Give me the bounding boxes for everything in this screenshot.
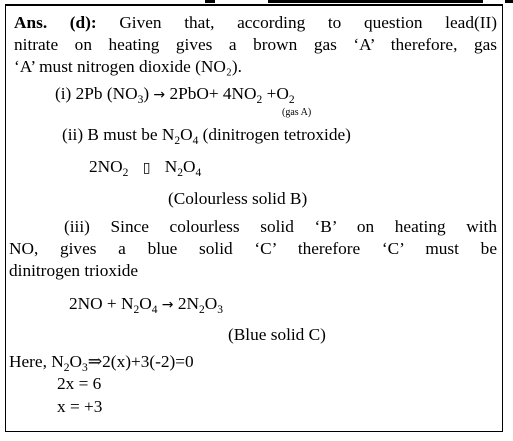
here-text: Here, N <box>9 352 64 371</box>
here-sub: 3 <box>81 362 88 374</box>
line-ii-text: (dinitrogen tetroxide) <box>198 125 351 144</box>
line-ii-sub: 4 <box>192 135 199 147</box>
reaction-1-sub: 2 <box>256 94 263 106</box>
reaction-2-right: N <box>164 157 178 176</box>
answer-label: Ans. (d): <box>14 13 97 32</box>
reaction-1-oxygen: +O <box>262 84 289 103</box>
blue-label: (Blue solid C) <box>228 325 326 344</box>
line-ii-sub: 2 <box>174 135 181 147</box>
line-ii-text: (ii) B must be N <box>62 125 175 144</box>
line-ii-text: O <box>180 125 193 144</box>
reaction-3-sub: 4 <box>151 304 158 316</box>
reaction-3-product: O <box>204 294 218 313</box>
reaction-2-sub: 2 <box>122 167 129 179</box>
line-iii-3: dinitrogen trioxide <box>9 261 139 280</box>
here-line <box>9 351 505 372</box>
reaction-1-sub: 3 <box>137 94 144 106</box>
line-iii-2: NO, gives a blue solid ‘C’ therefore ‘C’ must be <box>9 239 497 258</box>
reaction-2-sub: 4 <box>195 167 202 179</box>
reaction-3-reactant: O <box>139 294 152 313</box>
answer-box <box>5 4 503 432</box>
reaction-1-products: 2PbO+ 4NO <box>169 84 257 103</box>
reaction-3-sub: 2 <box>133 304 140 316</box>
equilibrium-icon: ▯ <box>142 160 151 176</box>
reaction-1-reactant: (i) 2Pb (NO <box>55 84 138 103</box>
top-border-fragment <box>0 0 513 3</box>
answer-line-3: ‘A’ must nitrogen dioxide (NO₂). <box>14 57 242 76</box>
line-iii-1: (iii) Since colourless solid ‘B’ on heating with <box>64 217 497 236</box>
reaction-1 <box>55 83 513 106</box>
reaction-3 <box>69 293 513 316</box>
reaction-3-sub: 2 <box>198 304 205 316</box>
reaction-1-sub: 2 <box>288 94 295 106</box>
line-ii <box>62 124 513 145</box>
answer-intro: Given that, according to question lead(II) <box>119 13 497 32</box>
reaction-3-product: 2N <box>177 294 199 313</box>
step-2: x = +3 <box>57 397 103 416</box>
reaction-3-reactant: 2NO + N <box>69 294 134 313</box>
reaction-arrow-icon: → <box>153 87 166 103</box>
colourless-label: (Colourless solid B) <box>168 189 308 208</box>
gas-a-label: (gas A) <box>282 107 312 118</box>
reaction-1-paren: ) <box>143 84 150 103</box>
reaction-2-sub: 2 <box>177 167 183 179</box>
here-equation: ⇒2(x)+3(-2)=0 <box>87 352 194 371</box>
reaction-2-left: 2NO <box>89 157 123 176</box>
reaction-2 <box>89 156 513 179</box>
answer-line-1 <box>6 12 502 33</box>
reaction-3-sub: 3 <box>217 304 223 316</box>
answer-line-2: nitrate on heating gives a brown gas ‘A’ therefore, gas <box>14 35 497 54</box>
reaction-arrow-icon: → <box>161 297 174 313</box>
here-sub: 2 <box>63 362 70 374</box>
here-text: O <box>69 352 82 371</box>
reaction-2-right: O <box>182 157 196 176</box>
step-1: 2x = 6 <box>57 374 102 393</box>
